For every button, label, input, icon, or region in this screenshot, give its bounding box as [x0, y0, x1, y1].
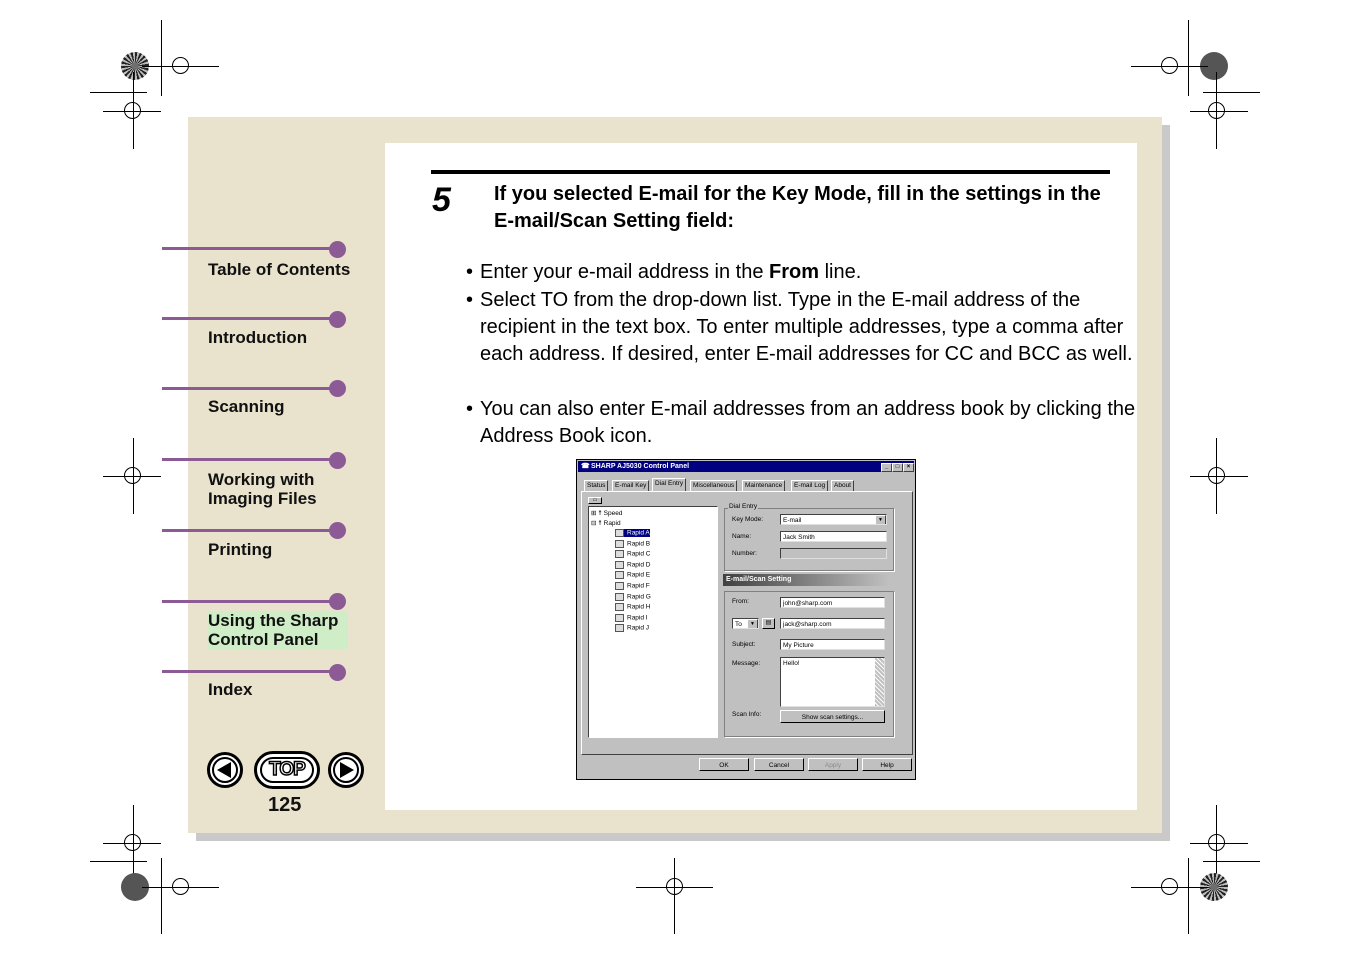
- tree-item-rapid-d[interactable]: [615, 561, 650, 569]
- tab-email-log[interactable]: E-mail Log: [791, 480, 828, 491]
- subject-label: Subject:: [732, 641, 756, 648]
- key-mode-select[interactable]: [780, 514, 887, 525]
- bullet-item: [466, 396, 1146, 450]
- nav-dot-icon: [329, 311, 346, 328]
- crop-line: [161, 858, 162, 934]
- person-icon: ☨: [598, 510, 602, 517]
- crosshair-icon: [666, 878, 683, 895]
- tab-email-key[interactable]: E-mail Key: [612, 480, 649, 491]
- bullet-icon: •: [466, 261, 474, 283]
- person-icon: ☨: [598, 520, 602, 527]
- number-field[interactable]: [780, 548, 887, 559]
- tree-item-rapid-f[interactable]: [615, 582, 650, 590]
- help-button[interactable]: Help: [862, 758, 912, 771]
- tree-label: Rapid G: [627, 593, 651, 601]
- tree-item-rapid-h[interactable]: [615, 603, 650, 611]
- key-mode-value: E-mail: [783, 517, 802, 524]
- nav-dot-icon: [329, 241, 346, 258]
- scan-info-label: Scan Info:: [732, 711, 762, 718]
- nav-label[interactable]: Index: [208, 680, 253, 699]
- chevron-down-icon: ▼: [875, 515, 886, 525]
- entry-icon: [615, 614, 624, 622]
- bullet-text: Select TO from the drop-down list. Type in the E-mail address of the recipient in the text box. To enter multiple addresses, type a comma after each address. If desired, enter E-mail addresses for CC and BCC as well.: [480, 289, 1133, 365]
- tree-label: Rapid A: [627, 529, 650, 537]
- nav-line: [162, 529, 340, 532]
- crop-line: [161, 20, 162, 96]
- entry-icon: [615, 582, 624, 590]
- email-scan-setting-header: E-mail/Scan Setting: [723, 574, 889, 586]
- collapse-icon: ▭: [592, 497, 598, 503]
- to-field[interactable]: jack@sharp.com: [780, 618, 885, 629]
- nav-line: [162, 317, 340, 320]
- crop-line: [1203, 861, 1260, 862]
- recipient-type-select[interactable]: [732, 618, 759, 629]
- nav-label[interactable]: Working with Imaging Files: [208, 470, 317, 508]
- crosshair-icon: [1208, 834, 1225, 851]
- message-value: Hello!: [783, 660, 800, 667]
- entry-icon: [615, 561, 624, 569]
- step-heading: If you selected E-mail for the Key Mode, fill in the settings in the E-mail/Scan Setting field:: [494, 183, 1101, 232]
- tree-label: Rapid E: [627, 571, 651, 579]
- bullet-item: [466, 259, 1146, 286]
- entry-icon: [615, 603, 624, 611]
- address-book-icon: ▤: [765, 620, 772, 626]
- entry-icon: [615, 624, 624, 632]
- printer-icon: ☎: [581, 463, 590, 470]
- chevron-down-icon: ▼: [747, 619, 758, 629]
- tree-item-rapid[interactable]: ⊟ ☨ Rapid: [591, 520, 621, 527]
- from-field[interactable]: john@sharp.com: [780, 597, 885, 608]
- crop-line: [1188, 858, 1189, 934]
- crosshair-icon: [172, 57, 189, 74]
- top-button-label: TOP: [260, 757, 314, 783]
- crosshair-icon: [124, 467, 141, 484]
- recipient-type-value: To: [735, 621, 742, 628]
- nav-dot-icon: [329, 664, 346, 681]
- previous-page-button[interactable]: [207, 752, 243, 788]
- apply-button[interactable]: Apply: [808, 758, 858, 771]
- crop-line: [1188, 20, 1189, 96]
- nav-line: [162, 387, 340, 390]
- bullet-text-bold: From: [769, 261, 820, 283]
- tab-dial-entry[interactable]: Dial Entry: [652, 478, 686, 491]
- tree-label: Rapid I: [627, 614, 648, 622]
- tab-maintenance[interactable]: Maintenance: [742, 480, 785, 491]
- bullet-item: [466, 287, 1146, 368]
- nav-dot-icon: [329, 452, 346, 469]
- window-title: SHARP AJ5030 Control Panel: [591, 463, 690, 470]
- crosshair-icon: [1161, 57, 1178, 74]
- entry-icon: [615, 529, 624, 537]
- left-arrow-icon: [210, 755, 240, 785]
- cancel-button[interactable]: Cancel: [754, 758, 804, 771]
- tab-miscellaneous[interactable]: Miscellaneous: [690, 480, 737, 491]
- crosshair-icon: [1208, 102, 1225, 119]
- nav-label-active[interactable]: Using the Sharp Control Panel: [208, 611, 348, 649]
- tree-item-speed[interactable]: ⊞ ☨ Speed: [591, 510, 623, 517]
- nav-line: [162, 247, 340, 250]
- tree-item-rapid-g[interactable]: [615, 593, 651, 601]
- dial-entry-group-label: Dial Entry: [729, 503, 758, 510]
- control-panel-screenshot: [576, 459, 916, 780]
- step-number: 5: [432, 181, 451, 219]
- address-book-button[interactable]: [762, 618, 775, 629]
- nav-label[interactable]: Scanning: [208, 397, 285, 416]
- tab-status[interactable]: Status: [584, 480, 608, 491]
- crosshair-icon: [172, 878, 189, 895]
- bullet-text: Enter your e-mail address in the: [480, 261, 770, 283]
- scrollbar[interactable]: [875, 658, 884, 706]
- crosshair-icon: [1208, 467, 1225, 484]
- crop-line: [1203, 92, 1260, 93]
- bullet-icon: •: [466, 398, 474, 420]
- tree-item-rapid-i[interactable]: [615, 614, 648, 622]
- nav-dot-icon: [329, 593, 346, 610]
- tree-item-rapid-a[interactable]: [615, 529, 650, 537]
- nav-label[interactable]: Printing: [208, 540, 273, 559]
- entry-icon: [615, 550, 624, 558]
- entry-icon: [615, 593, 624, 601]
- crop-line: [90, 92, 147, 93]
- tree-label: Rapid B: [627, 540, 651, 548]
- nav-line: [162, 670, 340, 673]
- section-rule: [431, 170, 1110, 174]
- window-titlebar: [578, 461, 914, 472]
- ok-button[interactable]: OK: [699, 758, 749, 771]
- tree-item-rapid-j[interactable]: [615, 624, 649, 632]
- tree-label: Rapid C: [627, 550, 651, 558]
- subject-field[interactable]: My Picture: [780, 639, 885, 650]
- key-mode-label: Key Mode:: [732, 516, 764, 523]
- tree-label: Rapid F: [627, 582, 650, 590]
- bullet-text: You can also enter E-mail addresses from an address book by clicking the Address Book icon.: [480, 398, 1136, 447]
- from-label: From:: [732, 598, 749, 605]
- nav-dot-icon: [329, 380, 346, 397]
- message-textarea[interactable]: [780, 657, 885, 707]
- tree-item-rapid-c[interactable]: [615, 550, 650, 558]
- tab-about[interactable]: About: [831, 480, 854, 491]
- crosshair-icon: [124, 102, 141, 119]
- entry-icon: [615, 540, 624, 548]
- tree-label: Rapid H: [627, 603, 651, 611]
- tree-label: Rapid: [603, 520, 621, 527]
- bullet-text: line.: [819, 261, 862, 283]
- crosshair-icon: [1161, 878, 1178, 895]
- top-button[interactable]: [254, 751, 320, 789]
- nav-line: [162, 600, 340, 603]
- tree-label: Rapid J: [627, 624, 650, 632]
- crop-line: [90, 861, 147, 862]
- entry-icon: [615, 571, 624, 579]
- name-label: Name:: [732, 533, 752, 540]
- page-number: 125: [268, 794, 302, 816]
- nav-label[interactable]: Table of Contents: [208, 260, 351, 279]
- message-label: Message:: [732, 660, 761, 667]
- nav-label[interactable]: Introduction: [208, 328, 308, 347]
- collapse-tree-button[interactable]: [588, 497, 602, 504]
- minimize-button[interactable]: _: [881, 463, 892, 472]
- name-field[interactable]: Jack Smith: [780, 531, 887, 542]
- tree-item-rapid-e[interactable]: [615, 571, 650, 579]
- crosshair-icon: [124, 834, 141, 851]
- number-label: Number:: [732, 550, 757, 557]
- tree-label: Speed: [603, 510, 623, 517]
- tree-label: Rapid D: [627, 561, 651, 569]
- right-arrow-icon: [331, 755, 361, 785]
- next-page-button[interactable]: [328, 752, 364, 788]
- tree-item-rapid-b[interactable]: [615, 540, 650, 548]
- nav-line: [162, 458, 340, 461]
- dial-tree[interactable]: [588, 506, 718, 738]
- nav-dot-icon: [329, 522, 346, 539]
- maximize-button[interactable]: □: [892, 463, 903, 472]
- bullet-icon: •: [466, 289, 474, 311]
- show-scan-settings-button[interactable]: Show scan settings...: [780, 710, 885, 723]
- close-button[interactable]: ×: [903, 463, 914, 472]
- crop-line: [674, 858, 675, 934]
